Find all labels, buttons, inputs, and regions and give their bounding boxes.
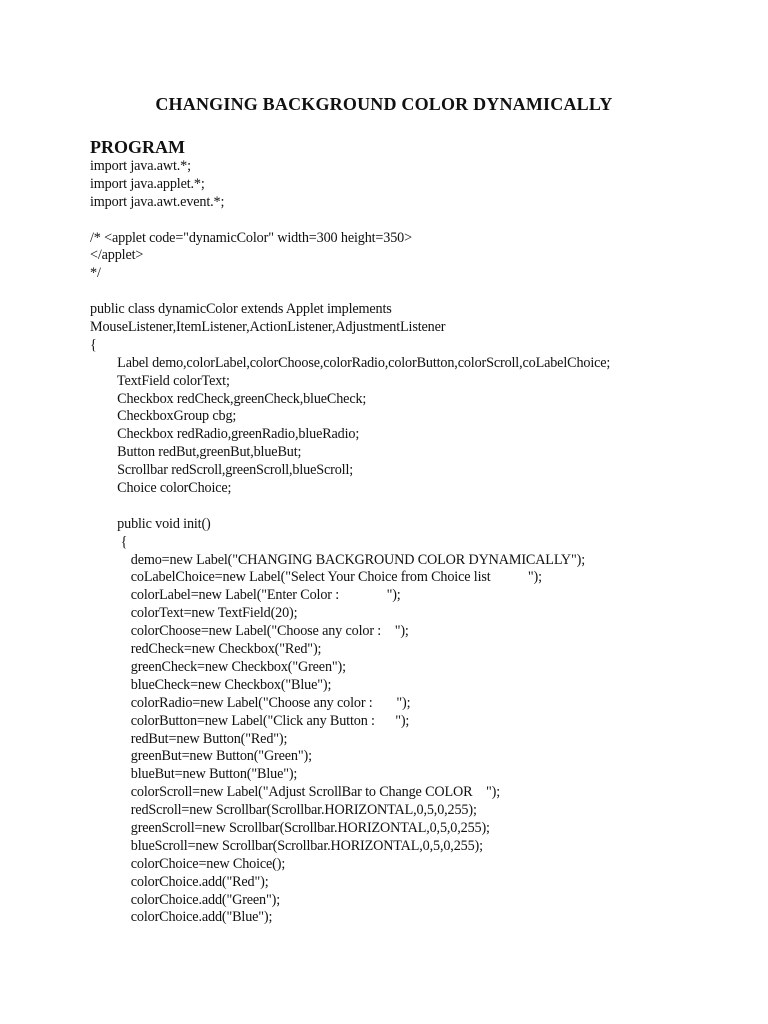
- code-line: colorScroll=new Label("Adjust ScrollBar to Change COLOR ");: [90, 784, 501, 801]
- code-line: [90, 212, 730, 230]
- code-line: colorChoice.add("Green");: [90, 891, 281, 908]
- code-line: import java.awt.*;: [90, 158, 191, 174]
- code-line: greenScroll=new Scrollbar(Scrollbar.HORIZONTAL,0,5,0,255);: [90, 819, 490, 836]
- code-line: colorText=new TextField(20);: [90, 605, 298, 622]
- code-line: public class dynamicColor extends Applet implements: [90, 301, 392, 318]
- code-line: TextField colorText;: [90, 372, 230, 389]
- code-line: Checkbox redCheck,greenCheck,blueCheck;: [90, 390, 367, 407]
- document-title: CHANGING BACKGROUND COLOR DYNAMICALLY: [155, 94, 613, 114]
- code-line: colorChoice.add("Red");: [90, 873, 269, 890]
- code-line: {: [90, 533, 128, 550]
- code-listing: [90, 158, 730, 927]
- code-line: colorChoice=new Choice();: [90, 855, 286, 872]
- code-line: MouseListener,ItemListener,ActionListener,AdjustmentListener: [90, 319, 446, 336]
- code-line: colorChoice.add("Blue");: [90, 909, 273, 926]
- code-line: /* <applet code="dynamicColor" width=300 height=350>: [90, 229, 412, 246]
- code-line: blueBut=new Button("Blue");: [90, 766, 298, 783]
- code-line: colorButton=new Label("Click any Button : ");: [90, 712, 410, 729]
- code-line: */: [90, 265, 101, 282]
- code-line: {: [90, 336, 97, 353]
- code-line: CheckboxGroup cbg;: [90, 408, 237, 425]
- code-line: </applet>: [90, 247, 144, 264]
- code-line: Label demo,colorLabel,colorChoose,colorRadio,colorButton,colorScroll,coLabelChoice;: [90, 354, 611, 371]
- code-line: Checkbox redRadio,greenRadio,blueRadio;: [90, 426, 360, 443]
- code-line: greenCheck=new Checkbox("Green");: [90, 658, 346, 675]
- code-line: Button redBut,greenBut,blueBut;: [90, 444, 302, 461]
- code-line: public void init(): [90, 515, 211, 532]
- code-line: colorRadio=new Label("Choose any color : ");: [90, 694, 411, 711]
- code-line: redScroll=new Scrollbar(Scrollbar.HORIZONTAL,0,5,0,255);: [90, 802, 477, 819]
- code-line: demo=new Label("CHANGING BACKGROUND COLOR DYNAMICALLY");: [90, 551, 586, 568]
- code-line: blueCheck=new Checkbox("Blue");: [90, 676, 332, 693]
- code-line: greenBut=new Button("Green");: [90, 748, 312, 765]
- code-line: import java.awt.event.*;: [90, 193, 225, 210]
- code-line: Choice colorChoice;: [90, 480, 232, 497]
- code-line: import java.applet.*;: [90, 175, 205, 192]
- code-line: blueScroll=new Scrollbar(Scrollbar.HORIZONTAL,0,5,0,255);: [90, 837, 483, 854]
- code-line: redCheck=new Checkbox("Red");: [90, 641, 322, 658]
- code-line: redBut=new Button("Red");: [90, 730, 288, 747]
- code-line: [90, 498, 730, 516]
- code-line: Scrollbar redScroll,greenScroll,blueScroll;: [90, 462, 354, 479]
- code-line: colorChoose=new Label("Choose any color : ");: [90, 623, 409, 640]
- code-line: coLabelChoice=new Label("Select Your Choice from Choice list ");: [90, 569, 542, 586]
- code-line: colorLabel=new Label("Enter Color : ");: [90, 587, 401, 604]
- section-heading: PROGRAM: [90, 137, 185, 157]
- code-line: [90, 283, 730, 301]
